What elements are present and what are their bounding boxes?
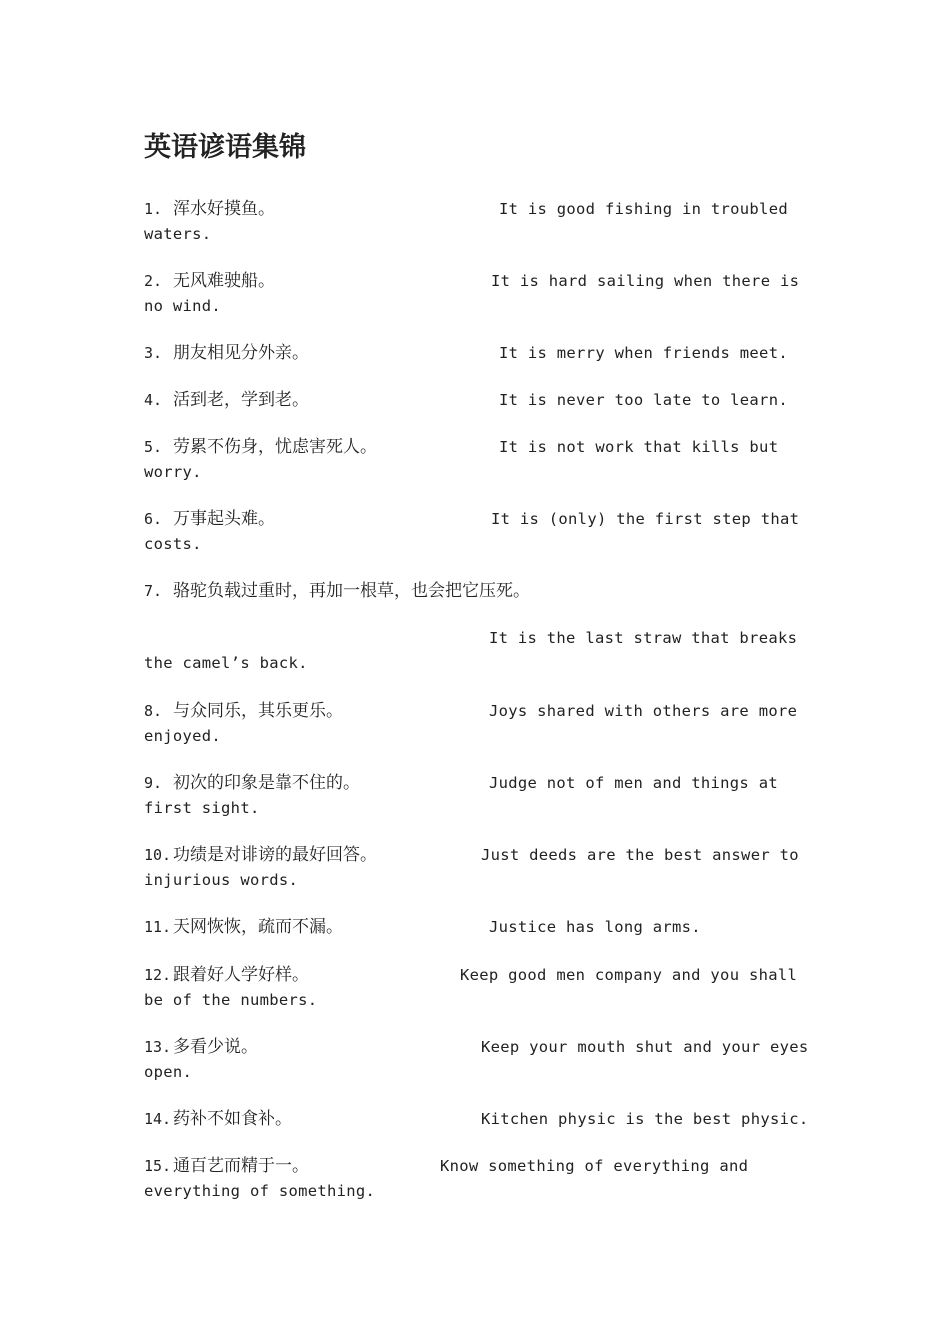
proverb-english: It is good fishing in troubled: [499, 200, 788, 218]
proverb-item: [144, 1107, 824, 1132]
proverb-chinese: 无风难驶船。: [173, 271, 275, 291]
proverb-line: [144, 699, 824, 724]
proverb-chinese: 万事起头难。: [173, 509, 275, 529]
proverb-number: 11.: [144, 918, 172, 936]
proverb-english: It is never too late to learn.: [499, 391, 788, 409]
proverb-item: [144, 771, 824, 821]
proverb-english: It is not work that kills but: [499, 438, 779, 456]
proverb-english: It is the last straw that breaks: [489, 629, 798, 647]
proverb-line: [144, 1107, 824, 1132]
proverb-english: Justice has long arms.: [489, 918, 701, 936]
proverb-line: [144, 915, 824, 940]
proverb-number: 8.: [144, 702, 163, 720]
proverb-english-continued: first sight.: [144, 799, 260, 817]
proverb-english: Just deeds are the best answer to: [481, 846, 799, 864]
proverb-item: [144, 1035, 824, 1085]
proverb-item: [144, 843, 824, 893]
proverb-english: Keep your mouth shut and your eyes: [481, 1038, 809, 1056]
proverb-english-continued: injurious words.: [144, 871, 299, 889]
proverb-english-continued: enjoyed.: [144, 727, 222, 745]
proverb-chinese: 药补不如食补。: [173, 1109, 292, 1129]
proverb-chinese: 通百艺而精于一。: [173, 1156, 309, 1176]
proverb-number: 6.: [144, 510, 163, 528]
proverb-english: Kitchen physic is the best physic.: [481, 1110, 809, 1128]
proverb-number: 1.: [144, 200, 163, 218]
proverb-number: 3.: [144, 344, 163, 362]
proverb-number: 10.: [144, 846, 172, 864]
proverb-english-continued: open.: [144, 1063, 193, 1081]
proverb-chinese: 浑水好摸鱼。: [173, 199, 275, 219]
proverb-line: [144, 507, 824, 532]
proverb-chinese: 朋友相见分外亲。: [173, 343, 309, 363]
proverb-english: Joys shared with others are more: [489, 702, 798, 720]
proverb-english: It is merry when friends meet.: [499, 344, 788, 362]
proverb-item: [144, 579, 824, 676]
proverb-line: [144, 197, 824, 222]
proverb-line: [144, 771, 824, 796]
proverb-number: 15.: [144, 1157, 172, 1175]
proverb-line: [144, 626, 824, 651]
proverb-chinese: 初次的印象是靠不住的。: [173, 773, 360, 793]
proverb-line: [144, 843, 824, 868]
proverb-item: [144, 341, 824, 366]
proverb-english-continued: everything of something.: [144, 1182, 376, 1200]
proverb-line: [144, 963, 824, 988]
proverb-english: It is (only) the first step that: [491, 510, 800, 528]
proverb-chinese: 活到老，学到老。: [173, 390, 309, 410]
proverb-chinese: 多看少说。: [173, 1037, 258, 1057]
proverb-english-continued: the camel’s back.: [144, 654, 308, 672]
proverb-item: [144, 435, 824, 485]
proverb-line: [144, 1154, 824, 1179]
proverb-line: [144, 388, 824, 413]
proverb-english: It is hard sailing when there is: [491, 272, 800, 290]
proverb-chinese: 天网恢恢，疏而不漏。: [173, 917, 343, 937]
proverb-english-continued: costs.: [144, 535, 202, 553]
proverb-number: 9.: [144, 774, 163, 792]
proverb-english-continued: no wind.: [144, 297, 222, 315]
proverb-item: [144, 197, 824, 247]
proverb-chinese: 跟着好人学好样。: [173, 965, 309, 985]
proverb-english: Judge not of men and things at: [489, 774, 778, 792]
proverb-number: 7.: [144, 582, 163, 600]
proverb-number: 12.: [144, 966, 172, 984]
proverb-line: [144, 1035, 824, 1060]
proverb-chinese: 骆驼负载过重时，再加一根草，也会把它压死。: [173, 581, 530, 601]
proverb-item: [144, 388, 824, 413]
proverb-chinese: 与众同乐，其乐更乐。: [173, 701, 343, 721]
proverb-number: 14.: [144, 1110, 172, 1128]
proverb-item: [144, 1154, 824, 1204]
proverb-line: [144, 341, 824, 366]
proverb-item: [144, 915, 824, 940]
proverb-line: [144, 435, 824, 460]
proverb-line: [144, 269, 824, 294]
proverb-item: [144, 269, 824, 319]
proverb-number: 4.: [144, 391, 163, 409]
proverb-english: Keep good men company and you shall: [460, 966, 798, 984]
proverb-english: Know something of everything and: [440, 1157, 749, 1175]
proverb-number: 2.: [144, 272, 163, 290]
proverb-item: [144, 507, 824, 557]
proverb-number: 5.: [144, 438, 163, 456]
proverb-line: [144, 579, 824, 604]
proverb-item: [144, 699, 824, 749]
proverb-english-continued: waters.: [144, 225, 212, 243]
page-title: 英语谚语集锦: [144, 132, 306, 163]
proverb-item: [144, 963, 824, 1013]
proverb-english-continued: be of the numbers.: [144, 991, 318, 1009]
proverb-english-continued: worry.: [144, 463, 202, 481]
proverb-number: 13.: [144, 1038, 172, 1056]
proverb-chinese: 功绩是对诽谤的最好回答。: [173, 845, 377, 865]
proverb-chinese: 劳累不伤身，忧虑害死人。: [173, 437, 377, 457]
